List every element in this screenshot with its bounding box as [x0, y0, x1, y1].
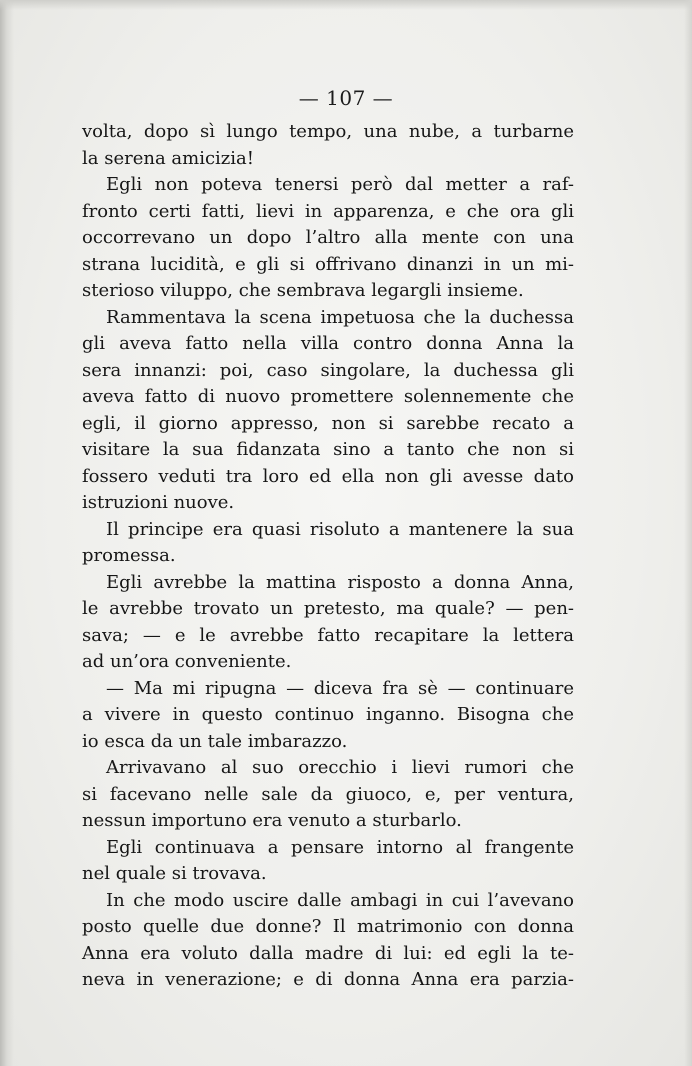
text-line: si facevano nelle sale da giuoco, e, per ventura,: [82, 783, 574, 805]
text-line: nessun importuno era venuto a sturbarlo.: [82, 810, 462, 831]
text-line: nel quale si trovava.: [82, 863, 267, 884]
page-left-shadow: [0, 0, 14, 1066]
text-line: istruzioni nuove.: [82, 492, 235, 513]
text-line: Egli avrebbe la mattina risposto a donna Anna,: [106, 571, 574, 593]
text-line: a vivere in questo continuo inganno. Bisogna che: [82, 704, 574, 725]
text-line: strana lucidità, e gli si offrivano dinanzi in un mi-: [82, 253, 574, 275]
text-line: neva in venerazione; e di donna Anna era parzia-: [82, 969, 574, 990]
text-line: volta, dopo sì lungo tempo, una nube, a turbarne: [82, 121, 574, 142]
text-line: sera innanzi: poi, caso singolare, la duchessa gli: [82, 359, 574, 381]
page-right-shadow: [684, 0, 692, 1066]
text-line: sterioso viluppo, che sembrava legargli insieme.: [82, 280, 524, 301]
text-line: occorrevano un dopo l’altro alla mente con una: [82, 227, 574, 248]
text-line: Il principe era quasi risoluto a mantenere la sua: [106, 518, 574, 540]
text-line: Egli continuava a pensare intorno al frangente: [106, 836, 574, 858]
text-line: fossero veduti tra loro ed ella non gli avesse dato: [82, 465, 574, 487]
page-top-shadow: [0, 0, 692, 10]
text-line: io esca da un tale imbarazzo.: [82, 730, 348, 752]
text-line: gli aveva fatto nella villa contro donna Anna la: [82, 333, 574, 354]
text-line: fronto certi fatti, lievi in apparenza, e che ora gli: [82, 200, 574, 222]
text-line: egli, il giorno appresso, non si sarebbe recato a: [82, 412, 574, 434]
text-line: Rammentava la scena impetuosa che la duchessa: [106, 306, 574, 328]
text-line: Egli non poteva tenersi però dal metter a raf-: [106, 174, 574, 195]
page-number: — 107 —: [298, 86, 394, 110]
body-text: [82, 119, 574, 994]
text-line: sava; — e le avrebbe fatto recapitare la lettera: [82, 624, 574, 646]
text-line: In che modo uscire dalle ambagi in cui l’avevano: [106, 889, 574, 911]
text-line: Arrivavano al suo orecchio i lievi rumori che: [106, 757, 574, 778]
text-line: visitare la sua fidanzata sino a tanto che non si: [82, 439, 574, 460]
text-line: ad un’ora conveniente.: [82, 651, 292, 672]
text-line: posto quelle due donne? Il matrimonio con donna: [82, 916, 574, 937]
text-line: promessa.: [82, 545, 176, 566]
text-line: le avrebbe trovato un pretesto, ma quale? — pen-: [82, 598, 574, 619]
text-line: Anna era voluto dalla madre di lui: ed egli la te-: [82, 942, 574, 964]
text-line: la serena amicizia!: [82, 147, 255, 169]
text-line: aveva fatto di nuovo promettere solennemente che: [82, 386, 574, 407]
text-line: — Ma mi ripugna — diceva fra sè — continuare: [106, 677, 574, 699]
